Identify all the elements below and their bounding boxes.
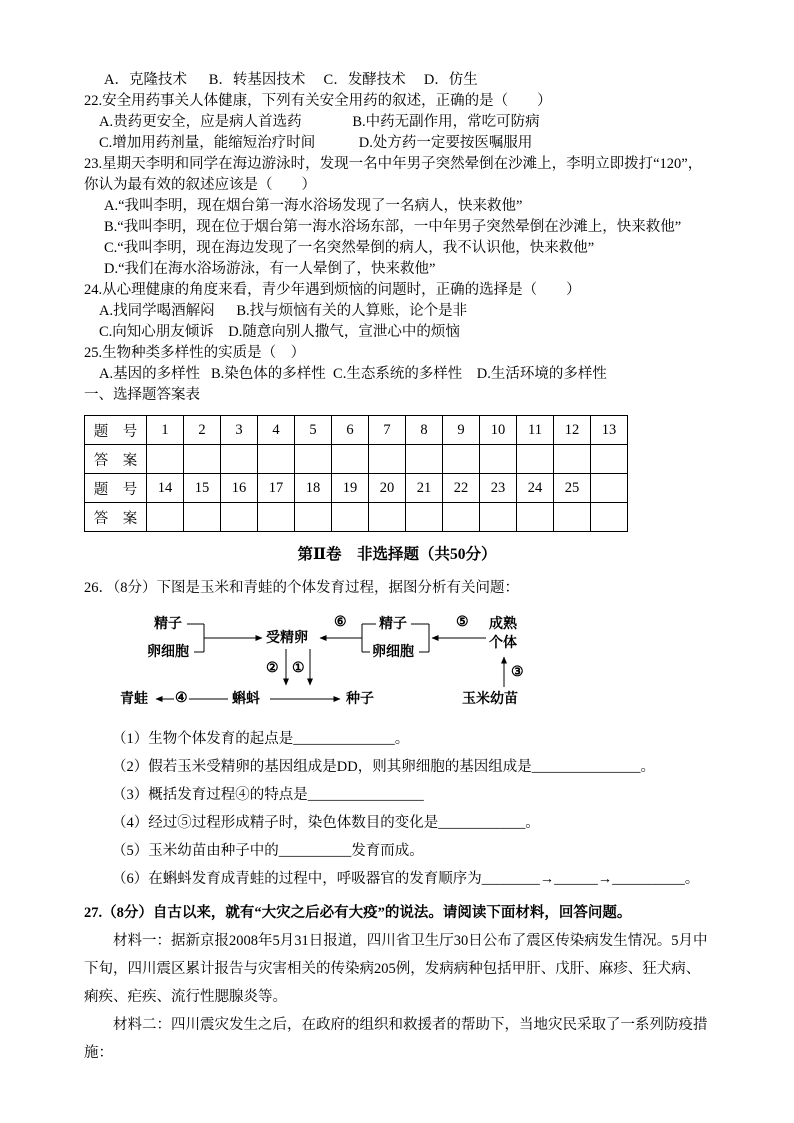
q25-stem: 25.生物种类多样性的实质是（ ） [84,345,306,361]
answer-table-body [85,416,628,532]
q25-options-row: A.基因的多样性 B.染色体的多样性 C.生态系统的多样性 D.生活环境的多样性 [99,366,607,382]
q26-stem: 26．（8分）下图是玉米和青蛙的个体发育过程，据图分析有关问题： [84,580,519,596]
answer-table-header-cell: 题 号 [85,416,147,445]
answer-table-row [85,503,628,532]
q23-option-c: C.“我叫李明，现在海边发现了一名突然晕倒的病人，我不认识他，快来救他” [104,240,595,256]
answer-table-row [85,416,628,445]
answer-table-cell: 19 [332,474,369,503]
q23-option-a: A.“我叫李明，现在烟台第一海水浴场发现了一名病人，快来救他” [104,198,523,214]
q23-stem: 23.星期天李明和同学在海边游泳时，发现一名中年男子突然晕倒在沙滩上，李明立即拨打“120”，你认为最有效的叙述应该是（ ） [84,156,703,193]
answer-table-cell [184,503,221,532]
diagram-label-egg-right: 卵细胞 [372,645,414,660]
answer-table-cell [480,445,517,474]
diagram-label-seed: 种子 [346,692,374,707]
answer-table [84,415,628,532]
diagram-num3-icon: ③ [511,665,524,680]
diagram-num6-icon: ⑥ [334,615,347,630]
q23-option-d: D.“我们在海水浴场游泳，有一人晕倒了，快来救他” [104,261,436,277]
answer-table-cell: 17 [258,474,295,503]
answer-table-cell: 12 [554,416,591,445]
q23-option-b: B.“我叫李明，现在位于烟台第一海水浴场东部，一中年男子突然晕倒在沙滩上，快来救他” [104,219,682,235]
answer-table-cell [295,445,332,474]
answer-table-cell: 25 [554,474,591,503]
answer-table-cell [332,503,369,532]
q26-sub-1: （1）生物个体发育的起点是______________。 [112,731,410,747]
answer-table-cell [480,503,517,532]
diagram-label-sperm-left: 精子 [154,617,182,632]
answer-table-cell [147,445,184,474]
diagram-label-frog: 青蛙 [120,692,148,707]
answer-table-cell: 14 [147,474,184,503]
q26-sub-6: （6）在蝌蚪发育成青蛙的过程中，呼吸器官的发育顺序为________→______→__________。 [112,871,700,887]
diagram-label-sperm-right: 精子 [379,617,407,632]
answer-table-row [85,474,628,503]
answer-table-cell [295,503,332,532]
answer-table-cell [517,445,554,474]
answer-table-cell [554,445,591,474]
answer-table-cell [443,445,480,474]
answer-table-cell [147,503,184,532]
answer-table-cell: 20 [369,474,406,503]
q22-options-row-1: A.贵药更安全，应是病人首选药 B.中药无副作用，常吃可防病 [99,114,540,130]
answer-table-cell [406,503,443,532]
answer-table-cell [369,503,406,532]
answer-table-cell [332,445,369,474]
diagram-label-zygote: 受精卵 [266,631,308,646]
part2-title: 第Ⅱ卷 非选择题（共50分） [297,546,497,563]
q22-options-row-2: C.增加用药剂量，能缩短治疗时间 D.处方药一定要按医嘱服用 [99,135,533,151]
q26-development-diagram [114,609,544,709]
diagram-label-tadpole: 蝌蚪 [232,692,260,707]
answer-table-cell: 2 [184,416,221,445]
q26-sub-4: （4）经过⑤过程形成精子时，染色体数目的变化是____________。 [112,815,540,831]
answer-table-cell [443,503,480,532]
answer-table-cell: 10 [480,416,517,445]
answer-table-row [85,445,628,474]
answer-table-cell: 13 [591,416,628,445]
answer-table-cell: 24 [517,474,554,503]
diagram-num4-icon: ④ [175,691,188,706]
q22-stem: 22.安全用药事关人体健康，下列有关安全用药的叙述，正确的是（ ） [84,93,552,109]
diagram-label-egg-left: 卵细胞 [147,645,189,660]
answer-table-cell [221,445,258,474]
q24-options-row-2: C.向知心朋友倾诉 D.随意向别人撒气，宣泄心中的烦恼 [99,324,460,340]
diagram-label-seedling: 玉米幼苗 [462,692,518,707]
answer-table-cell: 18 [295,474,332,503]
answer-table-cell: 16 [221,474,258,503]
diagram-label-adult-1: 成熟 [489,617,517,632]
answer-table-cell [221,503,258,532]
q21-options: A．克隆技术 B．转基因技术 C．发酵技术 D．仿生 [104,72,478,88]
answer-table-header-cell: 答 案 [85,445,147,474]
answer-table-cell [517,503,554,532]
diagram-num5-icon: ⑤ [456,615,469,630]
answer-table-cell: 23 [480,474,517,503]
answer-table-cell [258,503,295,532]
answer-table-cell: 8 [406,416,443,445]
q26-sub-2: （2）假若玉米受精卵的基因组成是DD，则其卵细胞的基因组成是_______________。 [112,759,655,775]
answer-table-cell [591,474,628,503]
answer-table-cell: 11 [517,416,554,445]
answer-table-cell: 3 [221,416,258,445]
answer-table-cell: 21 [406,474,443,503]
answer-table-cell: 4 [258,416,295,445]
answer-table-title: 一、选择题答案表 [84,387,200,403]
q26-sub-3: （3）概括发育过程④的特点是________________ [112,787,424,803]
answer-table-cell [591,503,628,532]
diagram-num1-icon: ① [292,661,305,676]
answer-table-header-cell: 题 号 [85,474,147,503]
q24-options-row-1: A.找同学喝酒解闷 B.找与烦恼有关的人算账，论个是非 [99,303,468,319]
q26-sub-5: （5）玉米幼苗由种子中的__________发育而成。 [112,843,424,859]
answer-table-cell [554,503,591,532]
answer-table-cell [591,445,628,474]
answer-table-cell: 5 [295,416,332,445]
q24-stem: 24.从心理健康的角度来看，青少年遇到烦恼的问题时，正确的选择是（ ） [84,282,581,298]
q27-material-1: 材料一：据新京报2008年5月31日报道，四川省卫生厅30日公布了震区传染病发生情况。5月中下旬，四川震区累计报告与灾害相关的传染病205例，发病病种包括甲肝、戊肝、麻疹、狂犬病、痢疾、疟疾、流行性腮腺炎等。 [84,933,708,1005]
answer-table-cell [406,445,443,474]
answer-table-cell: 7 [369,416,406,445]
answer-table-cell [369,445,406,474]
answer-table-cell [184,445,221,474]
q27-material-2: 材料二：四川震灾发生之后，在政府的组织和救援者的帮助下，当地灾民采取了一系列防疫措施： [84,1017,708,1061]
answer-table-cell: 22 [443,474,480,503]
answer-table-cell [258,445,295,474]
answer-table-cell: 6 [332,416,369,445]
diagram-num2-icon: ② [266,661,279,676]
answer-table-cell: 9 [443,416,480,445]
q27-stem: 27.（8分）自古以来，就有“大灾之后必有大疫”的说法。请阅读下面材料，回答问题。 [84,905,632,921]
answer-table-cell: 1 [147,416,184,445]
diagram-label-adult-2: 个体 [489,636,517,651]
answer-table-cell: 15 [184,474,221,503]
answer-table-header-cell: 答 案 [85,503,147,532]
